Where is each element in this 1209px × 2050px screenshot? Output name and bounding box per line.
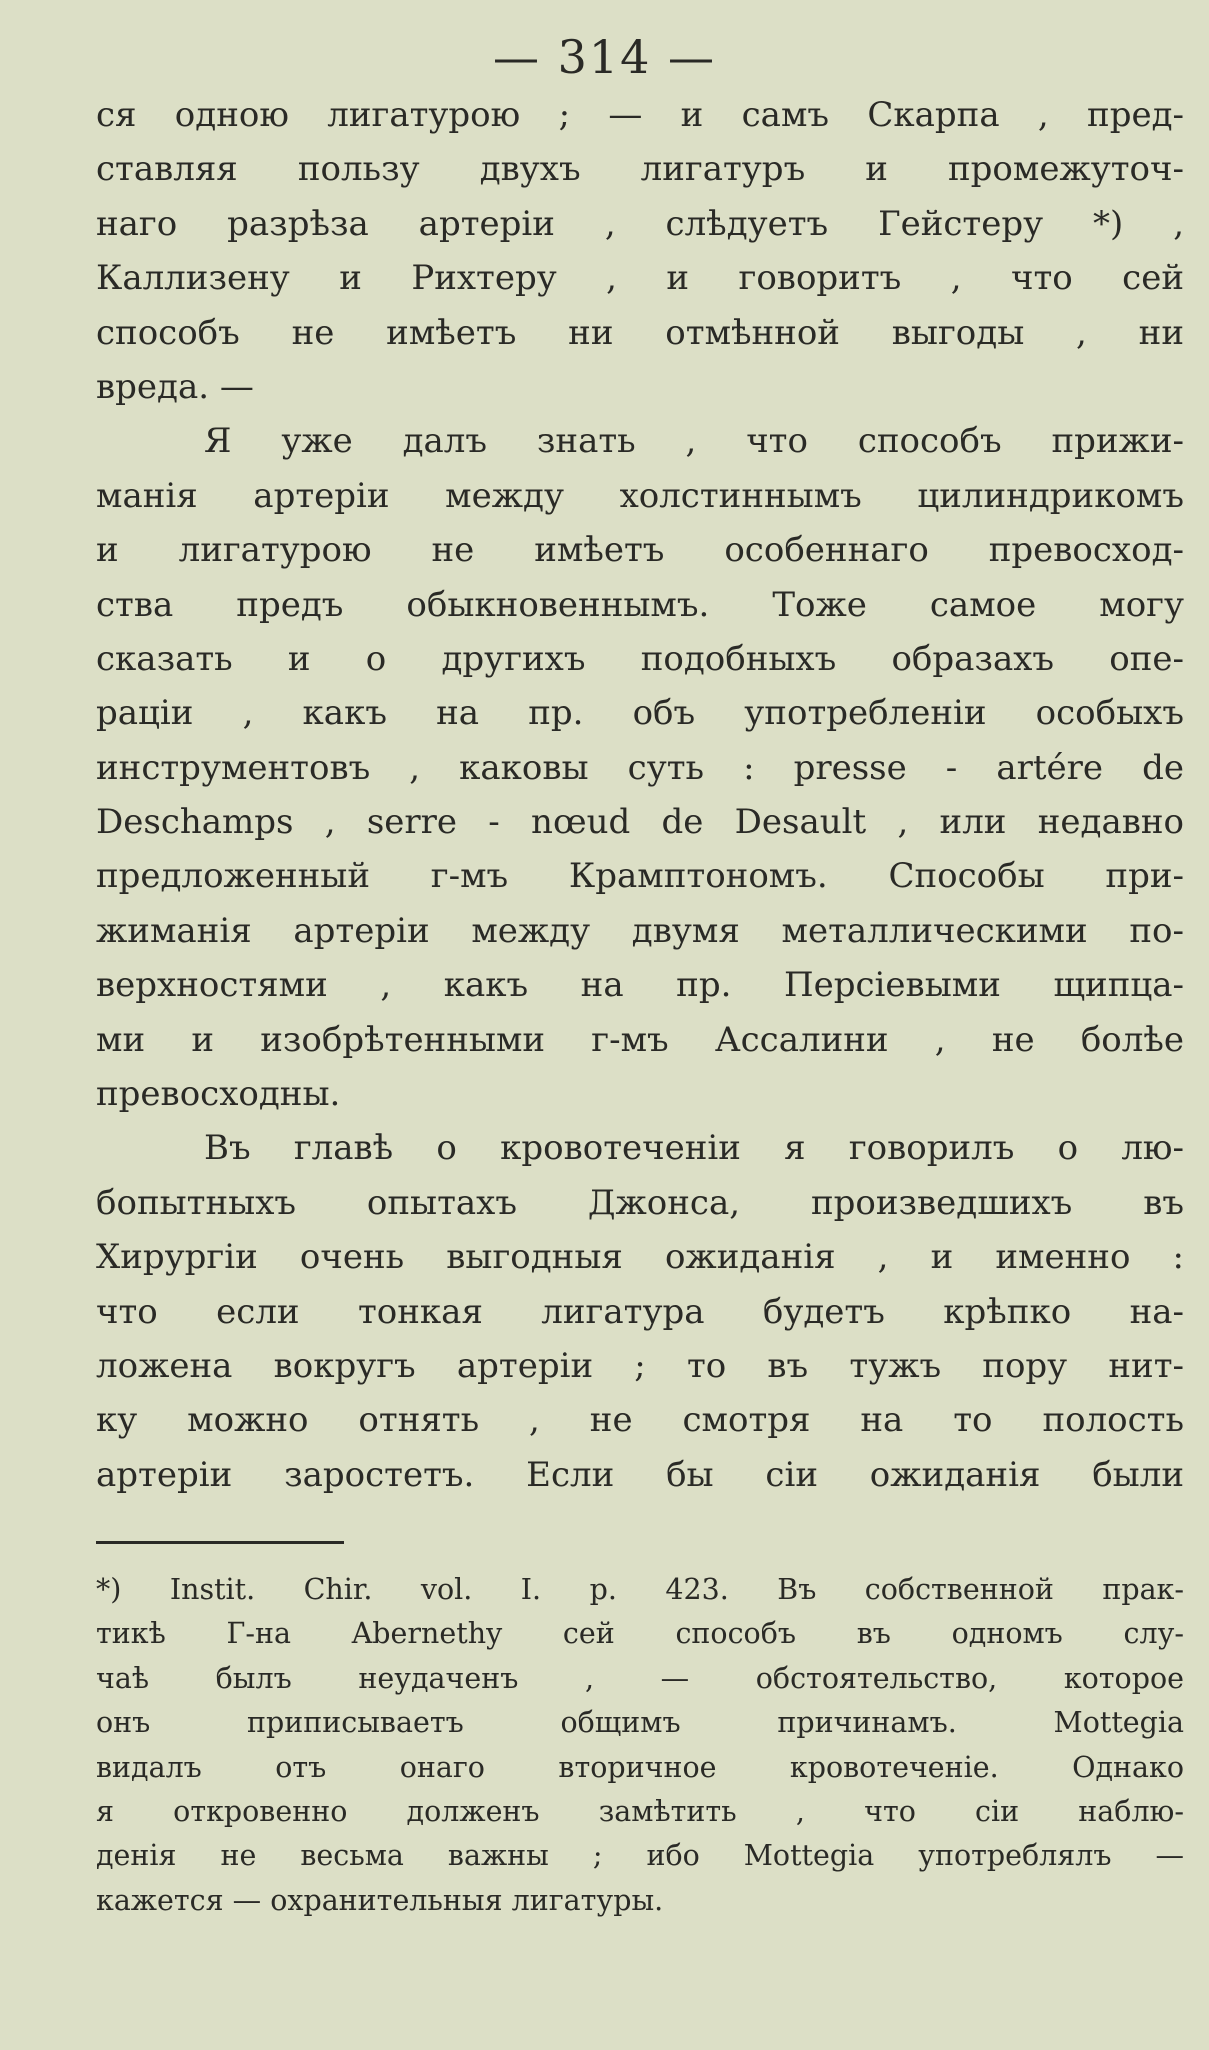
footnote-line: тикѣ Г-на Abernethy сей способъ въ одномъ слу-: [96, 1617, 1184, 1651]
footnote-line: денія не весьма важны ; ибо Mottegia употреблялъ —: [96, 1839, 1184, 1873]
footnote-divider: [96, 1541, 344, 1544]
footnote-line: онъ приписываетъ общимъ причинамъ. Mottegia: [96, 1706, 1184, 1740]
body-line: Каллизену и Рихтеру , и говоритъ , что сей: [96, 258, 1184, 299]
body-line: ства предъ обыкновеннымъ. Тоже самое могу: [96, 584, 1184, 625]
body-line: Въ главѣ о кровотеченіи я говорилъ о лю-: [204, 1128, 1184, 1169]
body-line: раціи , какъ на пр. объ употребленіи особыхъ: [96, 693, 1184, 734]
body-line: Я уже далъ знать , что способъ прижи-: [204, 421, 1184, 462]
body-line: ми и изобрѣтенными г-мъ Ассалини , не болѣе: [96, 1019, 1184, 1060]
body-line: вреда. —: [96, 366, 254, 407]
body-line: манія артеріи между холстиннымъ цилиндрикомъ: [96, 475, 1184, 516]
body-line: наго разрѣза артеріи , слѣдуетъ Гейстеру *) ,: [96, 203, 1184, 244]
body-line: превосходны.: [96, 1074, 341, 1115]
body-line: что если тонкая лигатура будетъ крѣпко на-: [96, 1291, 1184, 1332]
body-line: бопытныхъ опытахъ Джонса, произведшихъ въ: [96, 1182, 1184, 1223]
body-line: способъ не имѣетъ ни отмѣнной выгоды , ни: [96, 312, 1184, 353]
body-line: ложена вокругъ артеріи ; то въ тужъ пору нит-: [96, 1345, 1184, 1386]
body-line: предложенный г-мъ Крамптономъ. Способы при-: [96, 856, 1184, 897]
body-line: верхностями , какъ на пр. Персіевыми щипца-: [96, 965, 1184, 1006]
footnote-line: *) Instit. Chir. vol. I. p. 423. Въ собственной прак-: [96, 1573, 1184, 1606]
footnote-line: я откровенно долженъ замѣтить , что сіи наблю-: [96, 1794, 1184, 1828]
body-line: ся одною лигатурою ; — и самъ Скарпа , пред-: [96, 95, 1184, 135]
body-line: артеріи заростетъ. Если бы сіи ожиданія были: [96, 1454, 1184, 1495]
body-line: ку можно отнять , не смотря на то полость: [96, 1400, 1184, 1441]
footnote-line: чаѣ былъ неудаченъ , — обстоятельство, которое: [96, 1661, 1184, 1695]
body-line: Хирургіи очень выгодныя ожиданія , и именно :: [96, 1237, 1184, 1278]
body-line: сказать и о другихъ подобныхъ образахъ опе-: [96, 638, 1184, 679]
body-line: и лигатурою не имѣетъ особеннаго превосход-: [96, 530, 1184, 571]
body-line: ставляя пользу двухъ лигатуръ и промежуточ-: [96, 149, 1184, 190]
footnote: [96, 1568, 1184, 1923]
footnote-line: кажется — охранительныя лигатуры.: [96, 1883, 664, 1917]
body-text: [96, 88, 1184, 1502]
body-line: инструментовъ , каковы суть : presse - artére de: [96, 747, 1184, 788]
body-line: Deschamps , serre - nœud de Desault , или недавно: [96, 802, 1184, 843]
body-line: жиманія артеріи между двумя металлическими по-: [96, 910, 1184, 951]
page-number: — 314 —: [492, 30, 717, 84]
footnote-line: видалъ отъ онаго вторичное кровотеченіе. Однако: [96, 1750, 1184, 1784]
